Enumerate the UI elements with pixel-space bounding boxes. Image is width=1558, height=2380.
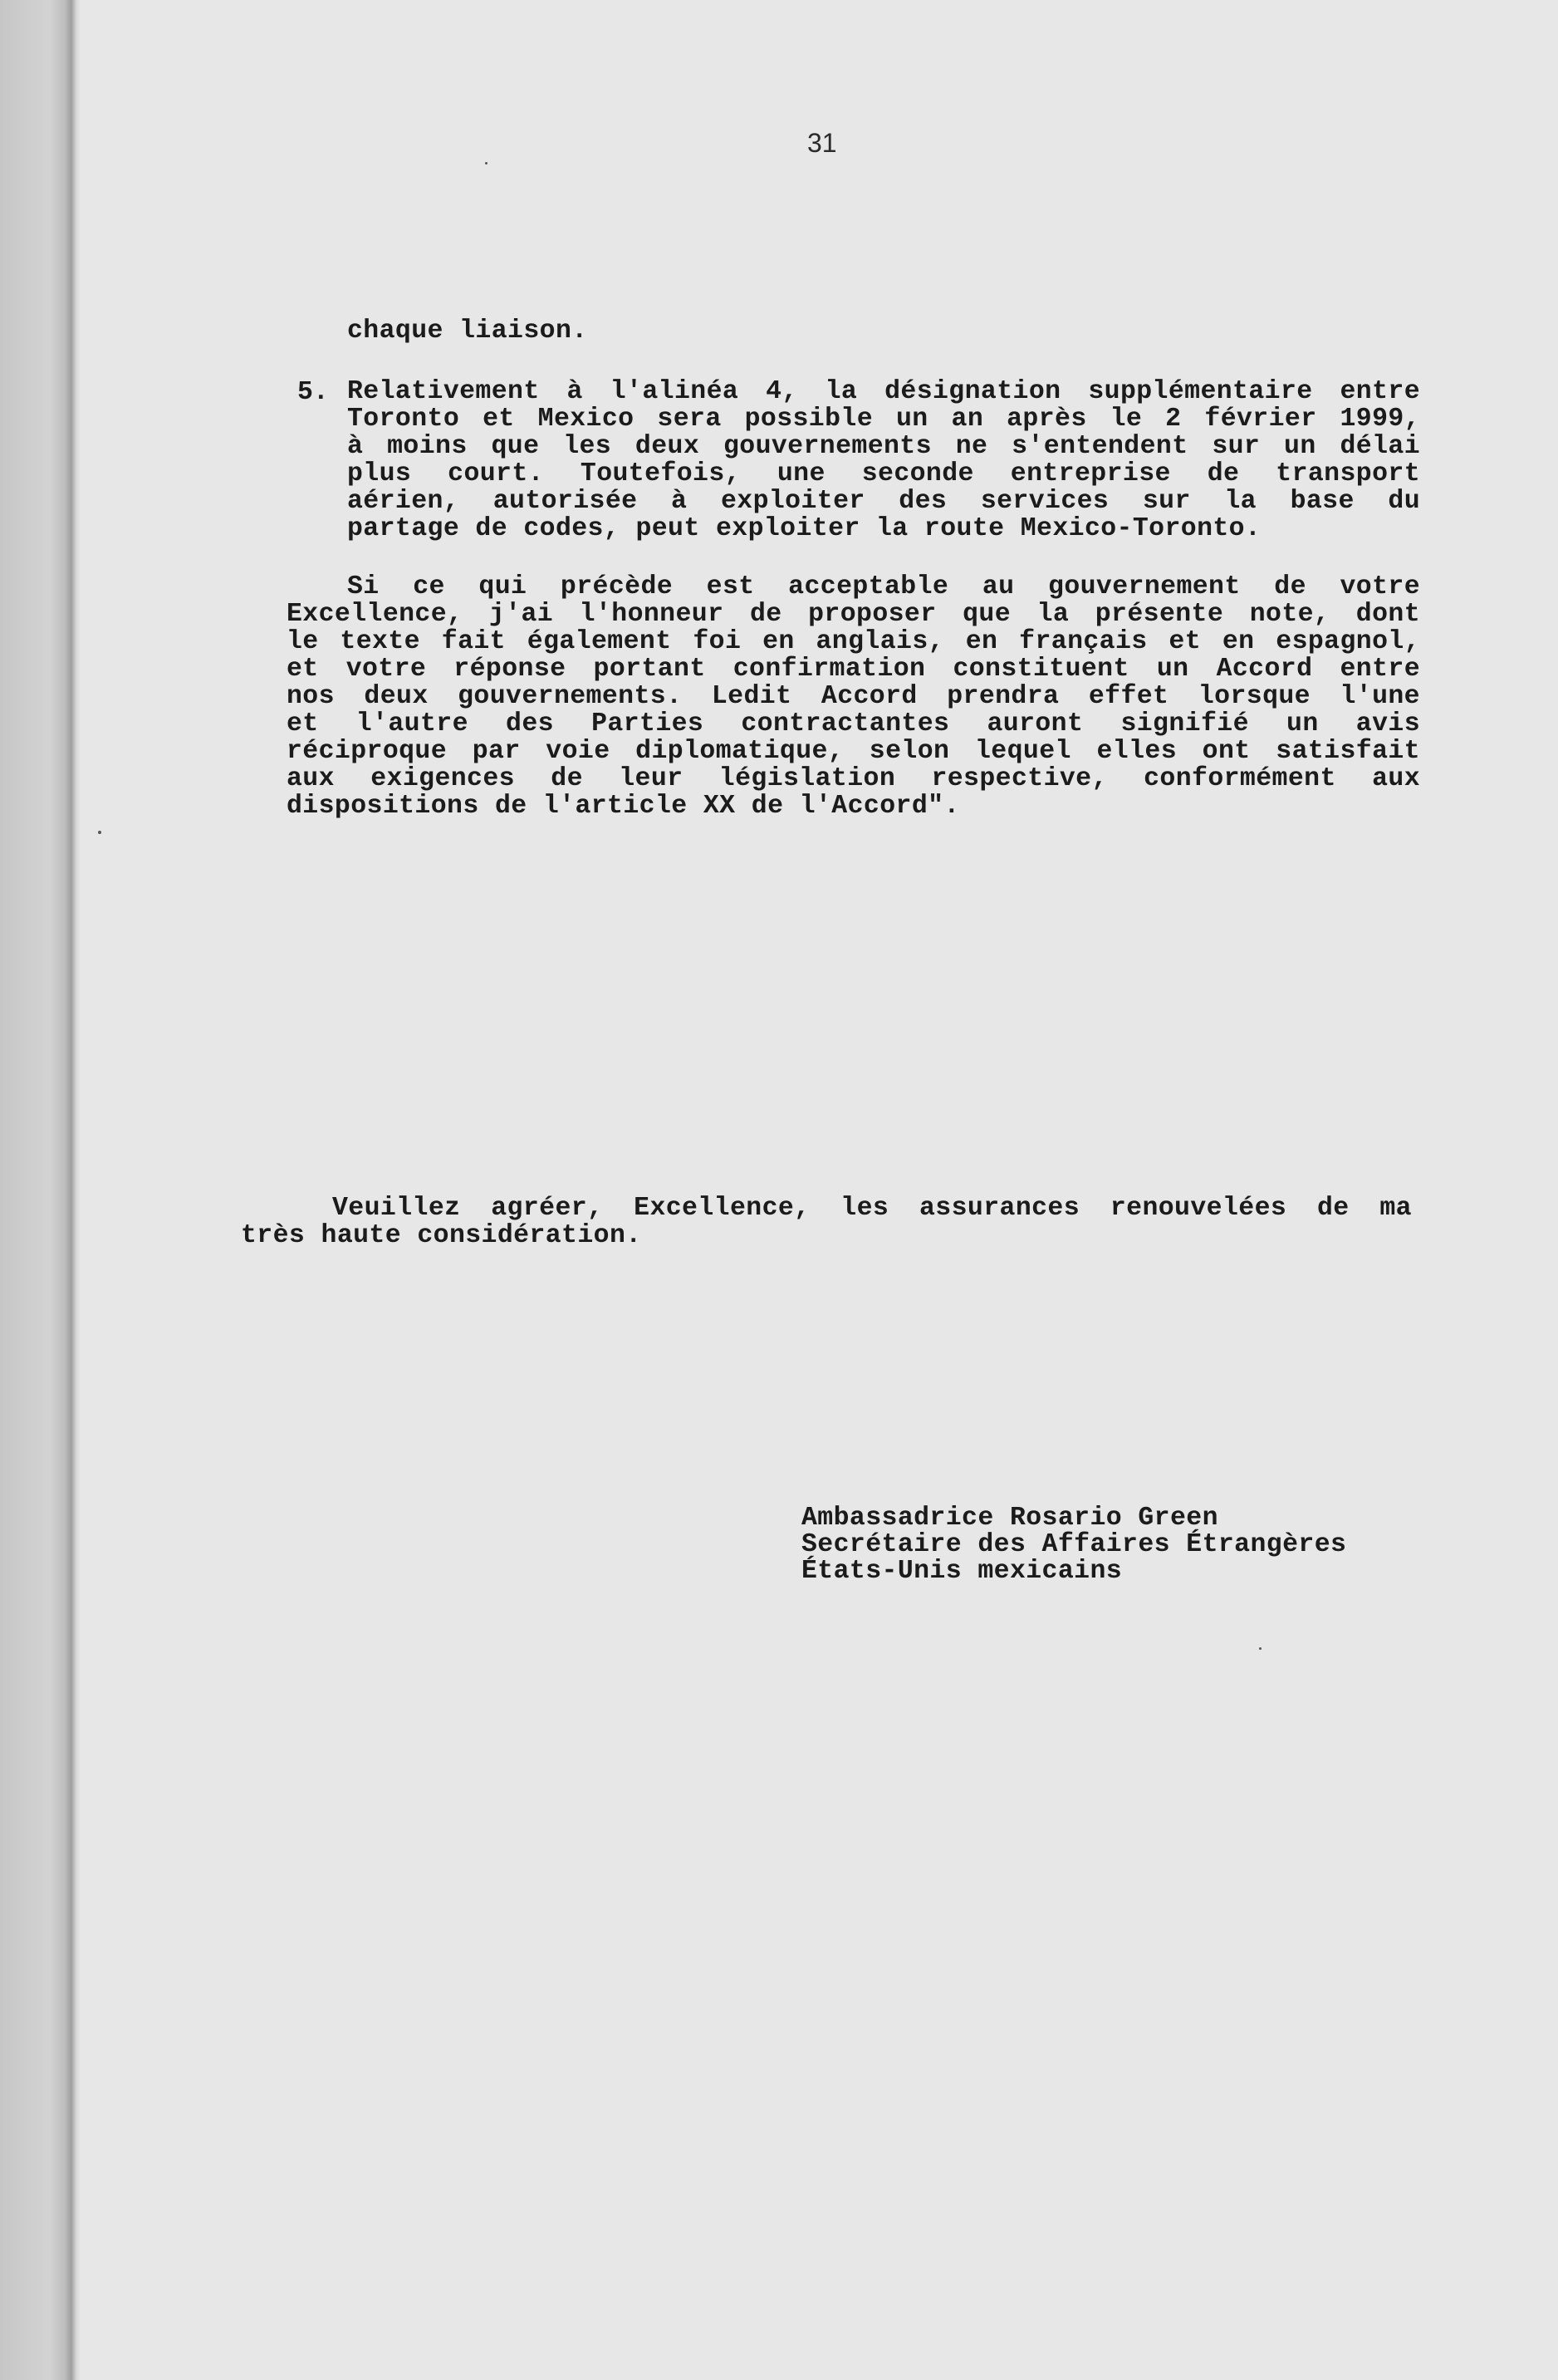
text-line: partage de codes, peut exploiter la route Mexico-Toronto. [347,514,1262,543]
dust-speck [1259,1647,1262,1650]
text-line: Veuillez agréer, Excellence, les assurances renouvelées de ma [332,1194,1412,1223]
continuation-paragraph [347,317,679,345]
closing-paragraph [287,573,1420,820]
text-line: et votre réponse portant confirmation constituent un Accord entre [287,655,1420,684]
signatory-title: Secrétaire des Affaires Étrangères [801,1530,1347,1559]
text-line: dispositions de l'article XX de l'Accord". [287,792,960,821]
text-line: Relativement à l'alinéa 4, la désignation supplémentaire entre [347,377,1420,406]
signatory-name: Ambassadrice Rosario Green [801,1504,1218,1533]
text-line: réciproque par voie diplomatique, selon lequel elles ont satisfait [287,737,1420,766]
salutation-paragraph [241,1195,1412,1249]
signature-block [801,1505,1346,1585]
text-line: Toronto et Mexico sera possible un an après le 2 février 1999, [347,405,1420,434]
dust-speck [485,162,487,164]
text-line: nos deux gouvernements. Ledit Accord prendra effet lorsque l'une [287,682,1420,711]
text-line: plus court. Toutefois, une seconde entreprise de transport [347,459,1420,488]
text-line: Excellence, j'ai l'honneur de proposer que la présente note, dont [287,600,1420,629]
text-line: aérien, autorisée à exploiter des services sur la base du [347,487,1420,516]
text-line: aux exigences de leur législation respective, conformément aux [287,764,1420,793]
text-line: le texte fait également foi en anglais, en français et en espagnol, [287,627,1420,656]
item-5-paragraph [347,378,1420,542]
text-line: à moins que les deux gouvernements ne s'entendent sur un délai [347,432,1420,461]
page-binding-edge [0,0,80,2380]
text-line: Si ce qui précède est acceptable au gouvernement de votre [347,572,1420,601]
text-line: et l'autre des Parties contractantes auront signifié un avis [287,709,1420,739]
text-line: chaque liaison. [347,317,588,346]
page-number: 31 [807,128,837,158]
item-number: 5. [297,378,329,407]
dust-speck [98,831,101,834]
text-line: très haute considération. [241,1221,642,1250]
signatory-country: États-Unis mexicains [801,1557,1123,1586]
